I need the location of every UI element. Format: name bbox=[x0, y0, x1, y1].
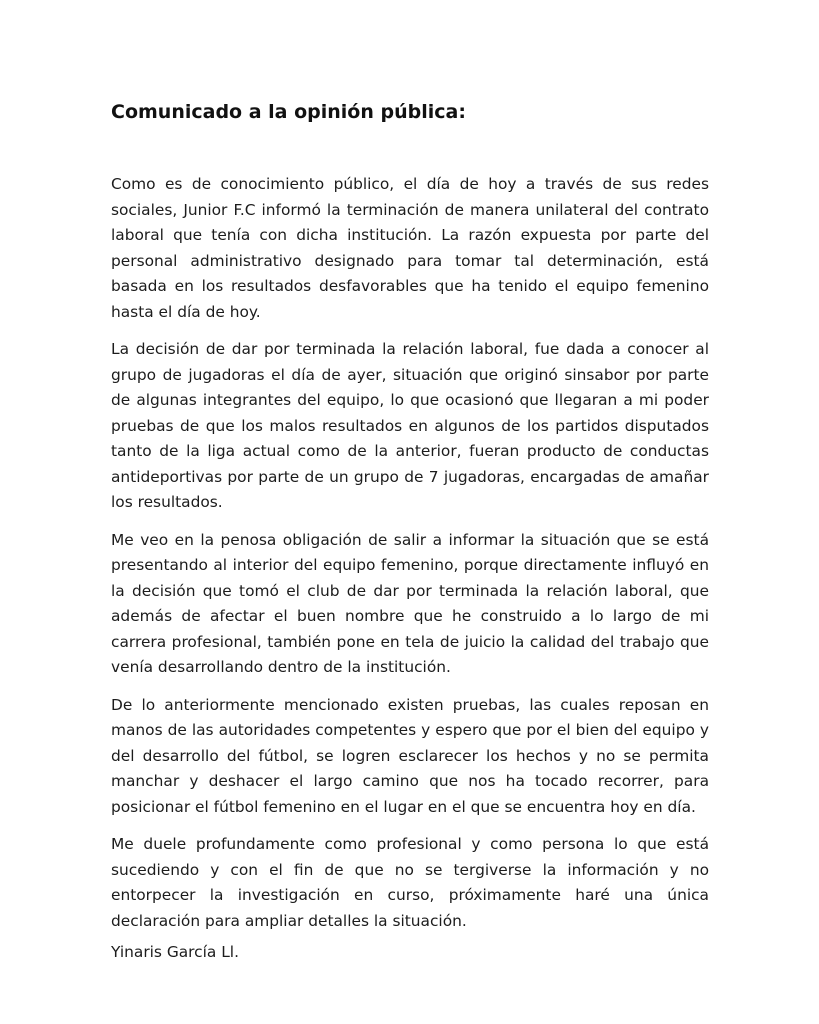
paragraph-4: De lo anteriormente mencionado existen pruebas, las cuales reposan en manos de las autoridades competentes y espero que por el bien del equipo y del desarrollo del fútbol, se logren esclarecer los hechos y no se permita manchar y deshacer el largo camino que nos ha tocado recorrer, para posicionar el fútbol femenino en el lugar en el que se encuentra hoy en día. bbox=[111, 695, 709, 816]
signature: Yinaris García Ll. bbox=[111, 943, 239, 961]
paragraph-1: Como es de conocimiento público, el día de hoy a través de sus redes sociales, Junior F.C informó la terminación de manera unilateral del contrato laboral que tenía con dicha institución. La razón expuesta por parte del personal administrativo designado para tomar tal determinación, está basada en los resultados desfavorables que ha tenido el equipo femenino hasta el día de hoy. bbox=[111, 175, 709, 321]
paragraph-5: Me duele profundamente como profesional y como persona lo que está sucediendo y con el fin de que no se tergiverse la información y no entorpecer la investigación en curso, próximamente haré una única declaración para ampliar detalles la situación. bbox=[111, 835, 709, 930]
paragraph-2: La decisión de dar por terminada la relación laboral, fue dada a conocer al grupo de jugadoras el día de ayer, situación que originó sinsabor por parte de algunas integrantes del equipo, lo que ocasionó que llegaran a mi poder pruebas de que los malos resultados en algunos de los partidos disputados tanto de la liga actual como de la anterior, fueran producto de conductas antideportivas por parte de un grupo de 7 jugadoras, encargadas de amañar los resultados. bbox=[111, 340, 709, 511]
paragraph-3: Me veo en la penosa obligación de salir a informar la situación que se está presentando al interior del equipo femenino, porque directamente influyó en la decisión que tomó el club de dar por terminada la relación laboral, que además de afectar el buen nombre que he construido a lo largo de mi carrera profesional, también pone en tela de juicio la calidad del trabajo que venía desarrollando dentro de la institución. bbox=[111, 530, 709, 676]
page-title: Comunicado a la opinión pública: bbox=[111, 101, 466, 123]
document-body bbox=[111, 172, 709, 946]
